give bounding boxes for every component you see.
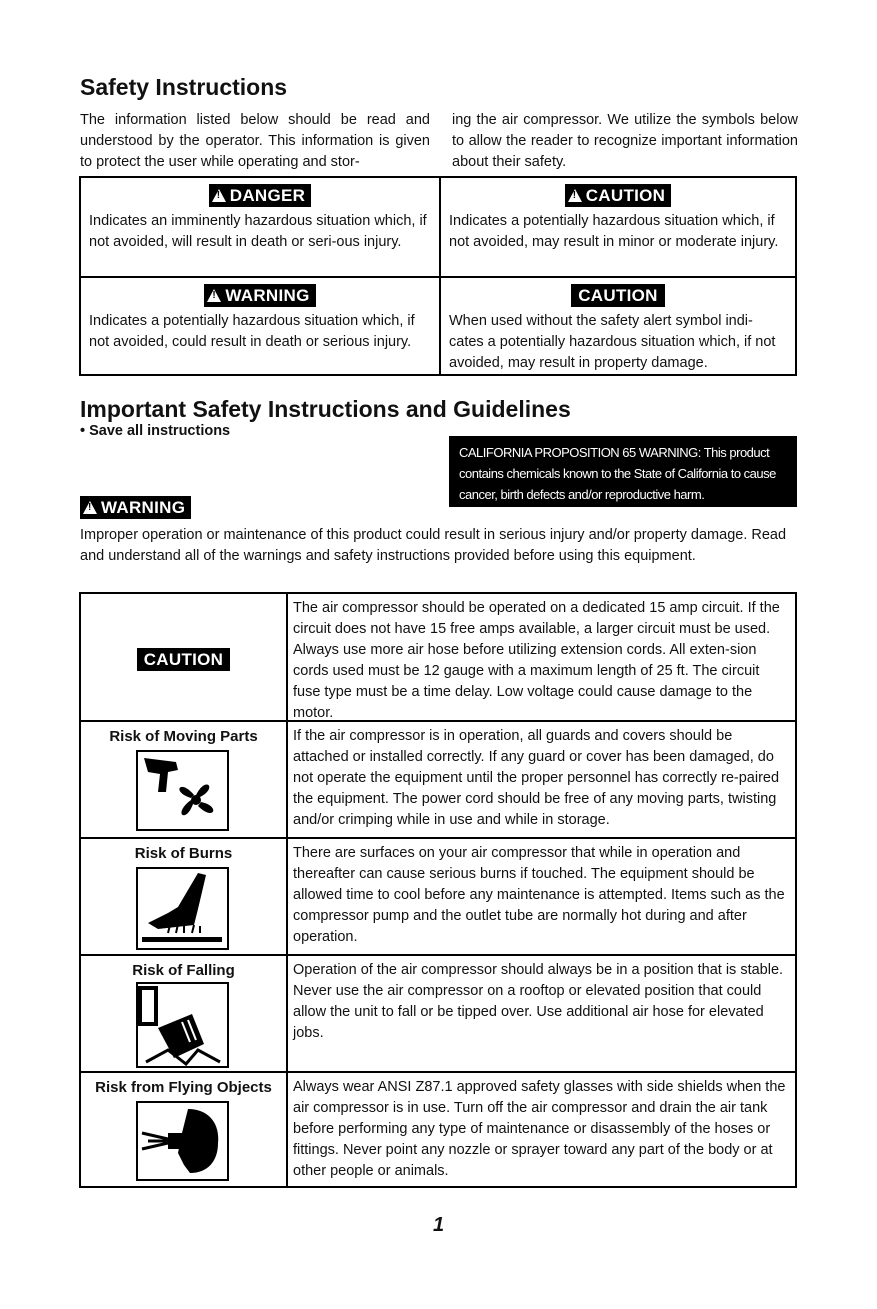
risk-text: There are surfaces on your air compressor that while in operation and thereafter can cause serious burns if touched. The equipment should be allowed time to cool before any maintenance is attempted. Items such as the compressor pump and the outlet tube are normally hot during and after operation. (286, 839, 795, 954)
risk-text: Operation of the air compressor should always be in a position that is stable. Never use the air compressor on a rooftop or elevated position that could allow the unit to fall or be tipped over. Use additional air hose for elevated jobs. (286, 956, 795, 1071)
warning-badge: ! WARNING (204, 284, 315, 307)
signal-word-table (79, 176, 797, 376)
risk-title: Risk of Burns (134, 845, 233, 862)
alert-triangle-icon (568, 189, 582, 202)
risk-text: Always wear ANSI Z87.1 approved safety glasses with side shields when the air compressor is in use. Turn off the air compressor and drain the air tank before performing any type of maintenance or disassembly of the hoses or fittings. Never point any nozzle or sprayer toward any part of the body or at other people or animals. (286, 1073, 795, 1186)
intro-left: The information listed below should be read and understood by the operator. This information is given to protect the user while operating and stor- (80, 112, 430, 170)
alert-triangle-icon (83, 501, 97, 514)
guidelines-heading: Important Safety Instructions and Guidelines (80, 396, 571, 422)
caution-definition (441, 178, 795, 276)
caution-property-text: When used without the safety alert symbol indi-cates a potentially hazardous situation which, if not avoided, may result in property damage. (449, 313, 776, 371)
falling-icon (136, 982, 229, 1068)
caution-row (81, 594, 795, 720)
page-number: 1 (433, 1214, 445, 1236)
moving-parts-icon (136, 750, 229, 831)
burns-icon (136, 867, 229, 950)
caution-badge: ! CAUTION (565, 184, 672, 207)
risk-row-falling (81, 954, 795, 1071)
caution-row-badge: CAUTION (137, 648, 231, 671)
intro-right: ing the air compressor. We utilize the symbols below to allow the reader to recognize important information about their safety. (452, 112, 798, 170)
alert-triangle-icon (212, 189, 226, 202)
risk-table (79, 592, 797, 1188)
danger-text: Indicates an imminently hazardous situation which, if not avoided, will result in death or seri-ous injury. (89, 213, 427, 250)
caution-text: Indicates a potentially hazardous situation which, if not avoided, may result in minor or moderate injury. (449, 213, 779, 250)
risk-row-burns (81, 837, 795, 954)
warning-label: ! WARNING (80, 496, 191, 519)
risk-title: Risk from Flying Objects (95, 1079, 272, 1096)
risk-title: Risk of Moving Parts (109, 728, 258, 745)
risk-title: Risk of Falling (132, 962, 235, 979)
warning-text: Indicates a potentially hazardous situation which, if not avoided, could result in death or serious injury. (89, 313, 415, 350)
caution-plain-badge: CAUTION (571, 284, 665, 307)
risk-row-moving-parts (81, 720, 795, 837)
prop65-warning: CALIFORNIA PROPOSITION 65 WARNING: This product contains chemicals known to the State of California to cause cancer, birth defects and/or reproductive harm. (449, 436, 797, 507)
danger-definition (81, 178, 439, 276)
danger-badge: ! DANGER (209, 184, 311, 207)
flying-objects-icon (136, 1101, 229, 1181)
risk-row-flying-objects (81, 1071, 795, 1186)
warning-definition (81, 278, 439, 374)
save-note: • Save all instructions (80, 423, 231, 439)
alert-triangle-icon (207, 289, 221, 302)
risk-text: If the air compressor is in operation, all guards and covers should be attached or installed correctly. If any guard or cover has been damaged, do not operate the equipment until the proper personnel has correctly re-paired the equipment. The power cord should be free of any moving parts, twisting and/or crimping while in use and while in storage. (286, 722, 795, 837)
warning-paragraph: Improper operation or maintenance of this product could result in serious injury and/or property damage. Read and understand all of the warnings and safety instructions provided before using this equipment. (80, 527, 787, 564)
caution-row-text: The air compressor should be operated on a dedicated 15 amp circuit. If the circuit does not have 15 free amps available, a larger circuit must be used. Always use more air hose before utilizing extension cords. All exten-sion cords used must be 12 gauge with a maximum length of 25 ft. The circuit fuse type must be a time delay. Low voltage could cause damage to the motor. (286, 594, 795, 720)
caution-property-definition (441, 278, 795, 374)
page-title: Safety Instructions (80, 74, 288, 100)
